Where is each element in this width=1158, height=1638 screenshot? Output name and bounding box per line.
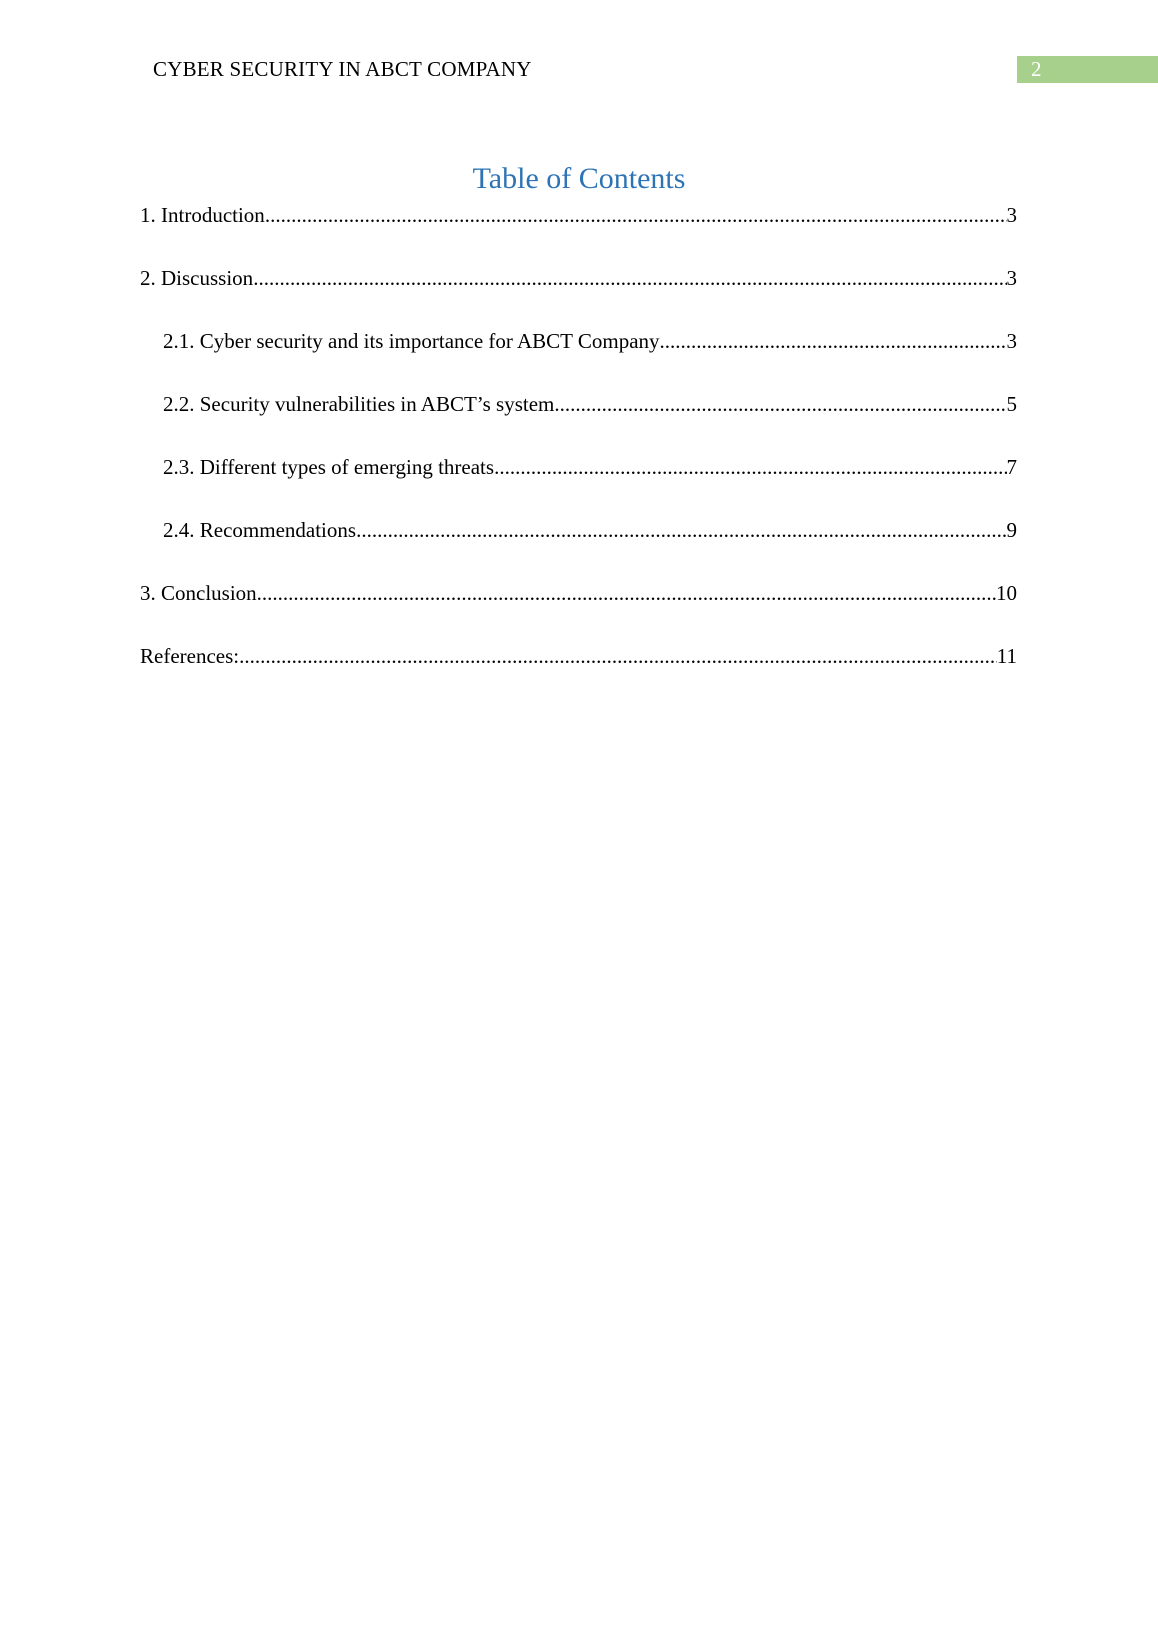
dot-leader: [253, 266, 1006, 291]
toc-entry-label: 2. Discussion: [140, 266, 254, 290]
toc-entry-page: 3: [1006, 329, 1017, 353]
toc-entry[interactable]: [140, 518, 1017, 581]
toc-entry-label: References:: [140, 644, 240, 668]
toc-entry[interactable]: [140, 581, 1017, 644]
dot-leader: [554, 392, 1006, 417]
dot-leader: [239, 644, 997, 669]
dot-leader: [660, 329, 1007, 354]
toc-entry[interactable]: [140, 392, 1017, 455]
dot-leader: [356, 518, 1006, 543]
toc-entry-page: 3: [1006, 203, 1017, 227]
toc-entry-page: 7: [1006, 455, 1017, 479]
toc-entry[interactable]: [140, 266, 1017, 329]
table-of-contents: [140, 203, 1017, 707]
toc-entry-label: 1. Introduction: [140, 203, 265, 227]
toc-entry-page: 5: [1006, 392, 1017, 416]
dot-leader: [494, 455, 1006, 480]
dot-leader: [257, 581, 996, 606]
toc-entry[interactable]: [140, 455, 1017, 518]
toc-entry[interactable]: [140, 203, 1017, 266]
running-header-title: CYBER SECURITY IN ABCT COMPANY: [153, 57, 532, 81]
toc-entry-page: 3: [1006, 266, 1017, 290]
page-number: 2: [1031, 57, 1042, 81]
toc-entry-label: 2.4. Recommendations: [163, 518, 357, 542]
toc-entry-page: 9: [1006, 518, 1017, 542]
dot-leader: [265, 203, 1007, 228]
toc-entry[interactable]: [140, 644, 1017, 707]
toc-entry-page: 11: [996, 644, 1017, 668]
toc-title: Table of Contents: [472, 162, 686, 195]
page-number-box: [1017, 56, 1158, 83]
toc-entry-page: 10: [996, 581, 1017, 605]
toc-entry-label: 2.3. Different types of emerging threats: [163, 455, 495, 479]
toc-entry[interactable]: [140, 329, 1017, 392]
toc-entry-label: 2.2. Security vulnerabilities in ABCT’s system: [163, 392, 555, 416]
toc-entry-label: 3. Conclusion: [140, 581, 257, 605]
toc-entry-label: 2.1. Cyber security and its importance for ABCT Company: [163, 329, 660, 353]
